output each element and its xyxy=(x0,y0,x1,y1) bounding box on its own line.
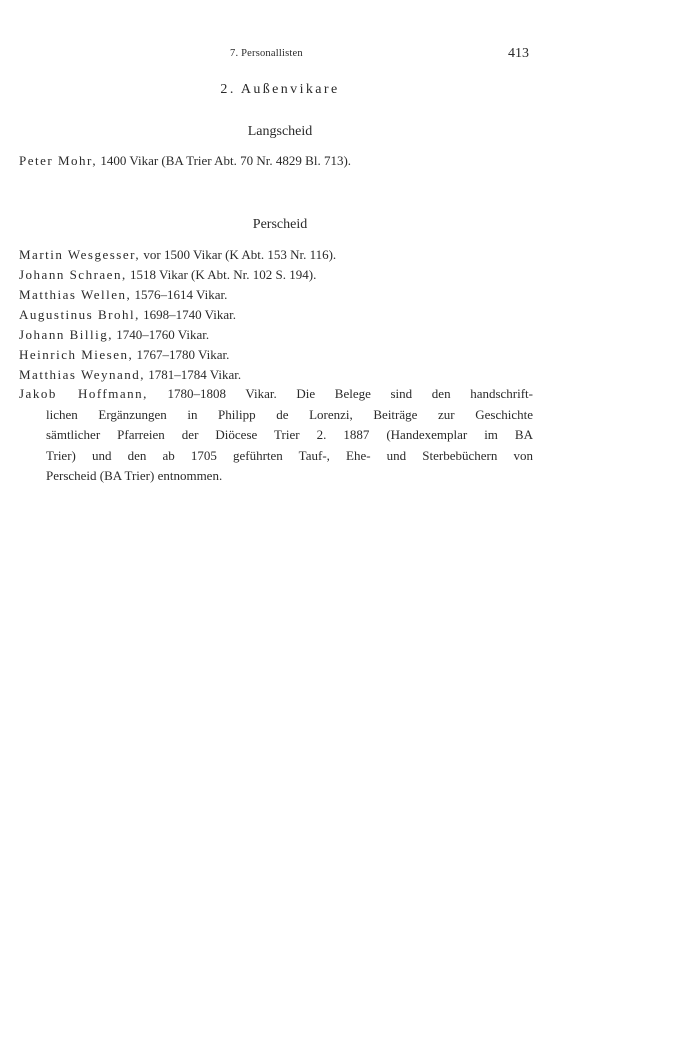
section-title: 2. Außenvikare xyxy=(220,82,340,97)
vicar-name: Heinrich Miesen, xyxy=(19,347,134,362)
vicar-entry xyxy=(19,245,533,264)
running-head xyxy=(0,46,700,64)
note-line: Perscheid (BA Trier) entnommen. xyxy=(46,468,223,483)
place-heading-perscheid: Perscheid xyxy=(252,217,308,232)
note-line xyxy=(19,384,533,405)
vicar-details: 1767–1780 Vikar. xyxy=(133,347,230,362)
vicar-details: 1780–1808 Vikar. Die Belege sind den handschrift- xyxy=(147,386,533,401)
vicar-details: 1518 Vikar (K Abt. Nr. 102 S. 194). xyxy=(126,267,317,282)
vicar-name: Peter Mohr, xyxy=(19,153,98,168)
note-line: sämtlicher Pfarreien der Diöcese Trier 2. 1887 (Handexemplar im BA xyxy=(46,427,533,442)
vicar-entry xyxy=(19,345,533,364)
vicar-name: Augustinus Brohl, xyxy=(19,307,140,322)
vicar-entry xyxy=(19,285,533,304)
page-number: 413 xyxy=(508,46,529,61)
vicar-details: 1400 Vikar (BA Trier Abt. 70 Nr. 4829 Bl. 713). xyxy=(97,153,352,168)
vicar-details: 1781–1784 Vikar. xyxy=(145,367,242,382)
vicar-name: Matthias Wellen, xyxy=(19,287,132,302)
vicar-entry xyxy=(19,325,533,344)
vicar-name: Johann Billig, xyxy=(19,327,113,342)
running-title: 7. Personallisten xyxy=(230,48,303,59)
note-line: lichen Ergänzungen in Philipp de Lorenzi, Beiträge zur Geschichte xyxy=(46,406,533,422)
vicar-entry xyxy=(19,265,533,284)
vicar-name: Martin Wesgesser, xyxy=(19,247,141,262)
vicar-details: vor 1500 Vikar (K Abt. 153 Nr. 116). xyxy=(140,247,337,262)
vicar-name: Johann Schraen, xyxy=(19,267,127,282)
vicar-details: 1576–1614 Vikar. xyxy=(131,287,228,302)
vicar-name: Jakob Hoffmann, xyxy=(19,386,148,401)
vicar-entry xyxy=(19,151,533,170)
vicar-details: 1698–1740 Vikar. xyxy=(139,307,236,322)
vicar-details: 1740–1760 Vikar. xyxy=(112,327,210,342)
vicar-entry-with-note xyxy=(19,384,533,487)
vicar-entry xyxy=(19,305,533,324)
vicar-entry xyxy=(19,365,533,384)
vicar-name: Matthias Weynand, xyxy=(19,367,146,382)
place-heading-langscheid: Langscheid xyxy=(247,124,313,139)
note-line: Trier) und den ab 1705 geführten Tauf-, Ehe- und Sterbebüchern von xyxy=(46,447,533,463)
